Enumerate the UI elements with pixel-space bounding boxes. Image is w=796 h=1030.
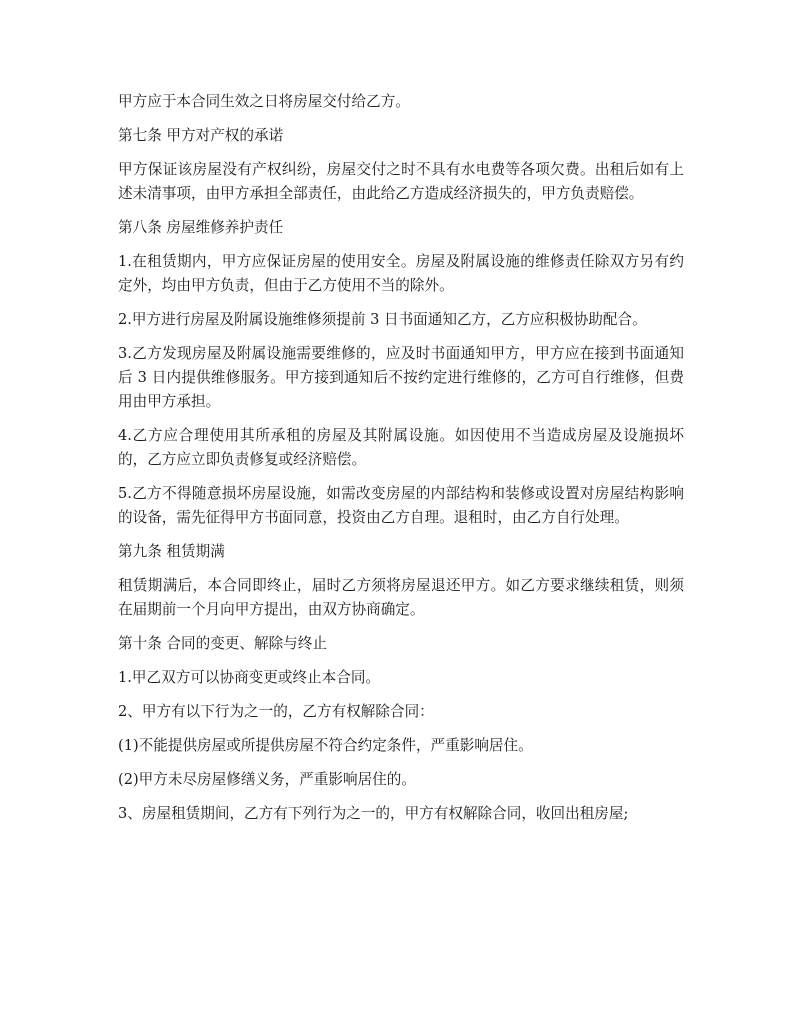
- paragraph-lease-expiry: 租赁期满后，本合同即终止，届时乙方须将房屋退还甲方。如乙方要求继续租赁，则须在届期前一个月向甲方提出，由双方协商确定。: [118, 577, 684, 618]
- paragraph-change-2-item-2: (2)甲方未尽房屋修缮义务，严重影响居住的。: [118, 771, 416, 788]
- paragraph-change-1: 1.甲乙双方可以协商变更或终止本合同。: [118, 669, 381, 686]
- paragraph-maintenance-5: 5.乙方不得随意损坏房屋设施，如需改变房屋的内部结构和装修或设置对房屋结构影响的设备，需先征得甲方书面同意，投资由乙方自理。退租时，由乙方自行处理。: [118, 485, 684, 526]
- paragraph-maintenance-4: 4.乙方应合理使用其所承租的房屋及其附属设施。如因使用不当造成房屋及设施损坏的，乙方应立即负责修复或经济赔偿。: [118, 427, 684, 468]
- heading-article-9: 第九条 租赁期满: [118, 543, 225, 560]
- paragraph-maintenance-1: 1.在租赁期内，甲方应保证房屋的使用安全。房屋及附属设施的维修责任除双方另有约定外，均由甲方负责，但由于乙方使用不当的除外。: [118, 253, 684, 294]
- paragraph-delivery: 甲方应于本合同生效之日将房屋交付给乙方。: [118, 93, 410, 110]
- heading-article-8: 第八条 房屋维修养护责任: [118, 219, 284, 236]
- heading-article-10: 第十条 合同的变更、解除与终止: [118, 635, 327, 652]
- paragraph-maintenance-3: 3.乙方发现房屋及附属设施需要维修的，应及时书面通知甲方，甲方应在接到书面通知后 3 日内提供维修服务。甲方接到通知后不按约定进行维修的，乙方可自行维修，但费用由甲方承担。: [118, 345, 684, 410]
- paragraph-change-3: 3、房屋租赁期间，乙方有下列行为之一的，甲方有权解除合同，收回出租房屋;: [118, 805, 629, 822]
- paragraph-change-2: 2、甲方有以下行为之一的，乙方有权解除合同：: [118, 703, 434, 720]
- paragraph-change-2-item-1: (1)不能提供房屋或所提供房屋不符合约定条件，严重影响居住。: [118, 737, 533, 754]
- heading-article-7: 第七条 甲方对产权的承诺: [118, 127, 284, 144]
- document-body: [118, 90, 684, 836]
- paragraph-maintenance-2: 2.甲方进行房屋及附属设施维修须提前 3 日书面通知乙方，乙方应积极协助配合。: [118, 311, 647, 328]
- paragraph-property-guarantee: 甲方保证该房屋没有产权纠纷，房屋交付之时不具有水电费等各项欠费。出租后如有上述未清事项，由甲方承担全部责任，由此给乙方造成经济损失的，甲方负责赔偿。: [118, 161, 684, 202]
